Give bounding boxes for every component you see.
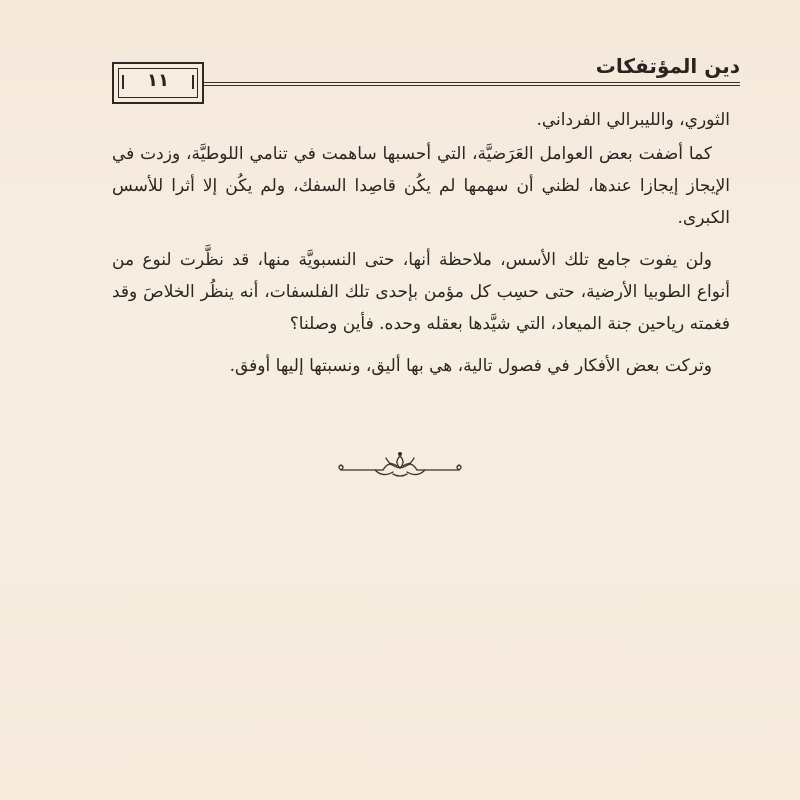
running-title: دين المؤتفكات <box>595 54 740 78</box>
page-header <box>112 52 740 102</box>
page-number: ١١ <box>147 70 169 91</box>
paragraph-1: الثوري، والليبرالي الفرداني. <box>536 110 730 130</box>
paragraph-2: كما أضفت بعض العوامل العَرَضيَّة، التي أحسبها ساهمت في تنامي اللوطيَّة، وزدت في الإيجاز إيجازا عندها، لظني أن سهمها لم يكُن قاصِدا السفك، ولم يكُن إلا أثرا للأسس الكبرى. <box>112 144 730 228</box>
header-rule <box>112 82 740 86</box>
page-number-box <box>112 62 204 104</box>
paragraph-3: ولن يفوت جامع تلك الأسس، ملاحظة أنها، حتى النسبويَّة منها، قد نظَّرت لنوع من أنواع الطوبيا الأرضية، حتى حسِب كل مؤمن بإحدى تلك الفلسفات، أنه ينظُر الخلاصَ وقد فغمته رياحين جنة الميعاد، التي شيَّدها بعقله وحده. فأين وصلنا؟ <box>112 250 730 334</box>
paragraph-4: وتركت بعض الأفكار في فصول تالية، هي بها أليق، ونسبتها إليها أوفق. <box>229 356 712 376</box>
floral-divider-icon <box>335 448 465 484</box>
body-text <box>112 104 730 382</box>
